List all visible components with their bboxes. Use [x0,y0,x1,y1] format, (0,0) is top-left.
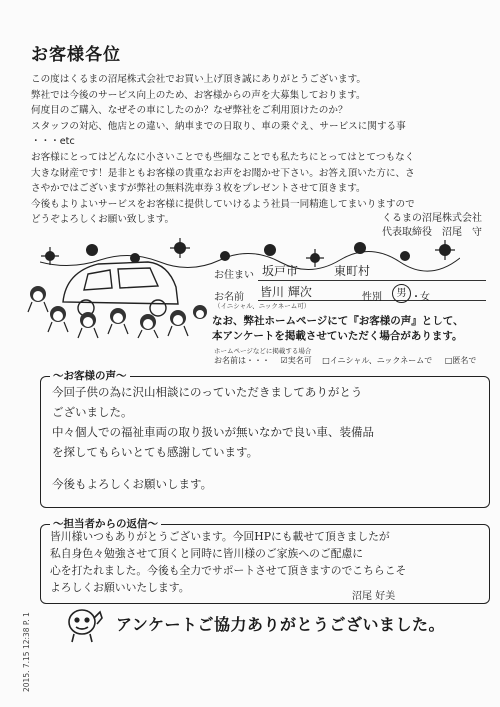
address-label: お住まい [214,270,254,281]
gender-female: 女 [420,292,430,303]
intro-line: ・・・etc [31,136,75,148]
hp-note: ホームページなどに掲載する場合 [214,347,312,355]
reply-line: 私自身色々勉強させて頂くと同時に皆川様のご家族へのご配慮に [50,547,364,560]
thanks-message: アンケートご協力ありがとうございました。 [116,615,446,634]
thumbs-up-character-icon [64,604,104,644]
representative-name: 代表取締役 沼尾 守 [382,227,482,238]
address-value: 坂戸市 東町村 [262,264,371,278]
staff-name: 沼尾 好美 [352,591,396,602]
reply-line: 心を打たれました。今後も全力でサポートさせて頂きますのでこちらこそ [50,564,407,577]
option-initial: □イニシャル、ニックネームで [322,356,433,365]
voice-line: 中々個人での福祉車両の取り扱いが無いなかで良い車、装備品 [52,425,374,439]
voice-line: 今後もよろしくお願いします。 [52,477,213,491]
reply-line: よろしくお願いいたします。 [50,581,190,594]
publication-notice [212,314,492,344]
name-label: お名前 [214,292,244,303]
intro-line: 弊社では今後のサービス向上のため、お客様からの声を大募集しております。 [31,89,366,101]
voice-line: を探してもらいとても感謝しています。 [52,445,259,459]
option-label: お名前は・・・ [214,356,270,365]
intro-paragraph [31,72,471,228]
company-name: くるまの沼尾株式会社 [382,213,482,224]
intro-line: どうぞよろしくお願い致します。 [31,214,175,226]
intro-line: この度はくるまの沼尾株式会社でお買い上げ頂き誠にありがとうございます。 [31,74,367,85]
gender-separator: ・ [411,292,421,303]
option-anonymous: □匿名で [444,356,477,365]
name-display-options [214,355,476,366]
reply-line: 皆川様いつもありがとうございます。今回HPにも載せて頂きましたが [50,530,390,543]
intro-line: 何度目のご購入、なぜその車にしたのか？なぜ弊社をご利用頂けたのか？ [31,105,348,117]
intro-line: さやかではございますが弊社の無料洗車券３枚をプレゼントさせて頂きます。 [31,183,366,195]
intro-line: スタッフの対応、他店との違い、納車までの日取り、車の乗ぐえ、サービスに関する事 [31,120,406,132]
voice-line: ございました。 [52,405,133,419]
option-real-name: ☑実名可 [280,356,312,365]
intro-line: 大きな財産です！是非ともお客様の貴重なお声をお聞かせ下さい。お答え頂いた方に、さ [31,167,415,179]
gender-label: 性別 [362,292,382,303]
name-note: （イニシャル、ニックネーム可） [214,302,311,310]
customer-voice-title: ～お客様の声～ [50,368,130,383]
gender-male-circled: 男 [392,284,411,303]
intro-line: お客様にとってはどんなに小さいことでも些細なことでも私たちにとってはとてつもなく [31,151,415,163]
page-title: お客様各位 [31,45,121,65]
customer-voice-text [52,382,482,494]
notice-line: なお、弊社ホームページにて『お客様の声』として、 [212,315,464,327]
address-underline [258,280,486,281]
fax-timestamp: 2015. 7.15 12:38 P. 1 [22,612,31,692]
intro-line: 今後もよりよいサービスをお客様に提供していけるよう社員一同精進してまいりますので [31,198,415,210]
voice-line: 今回子供の為に沢山相談にのっていただきましてありがとう [52,385,363,399]
notice-line: 本アンケートを掲載させていただく場合があります。 [212,330,463,342]
name-value: 皆川 輝次 [260,285,312,299]
car-kids-illustration [18,232,213,340]
staff-reply-title: ～担当者からの返信～ [50,516,161,531]
voice-spacer [52,462,482,474]
staff-reply-text [50,528,486,596]
